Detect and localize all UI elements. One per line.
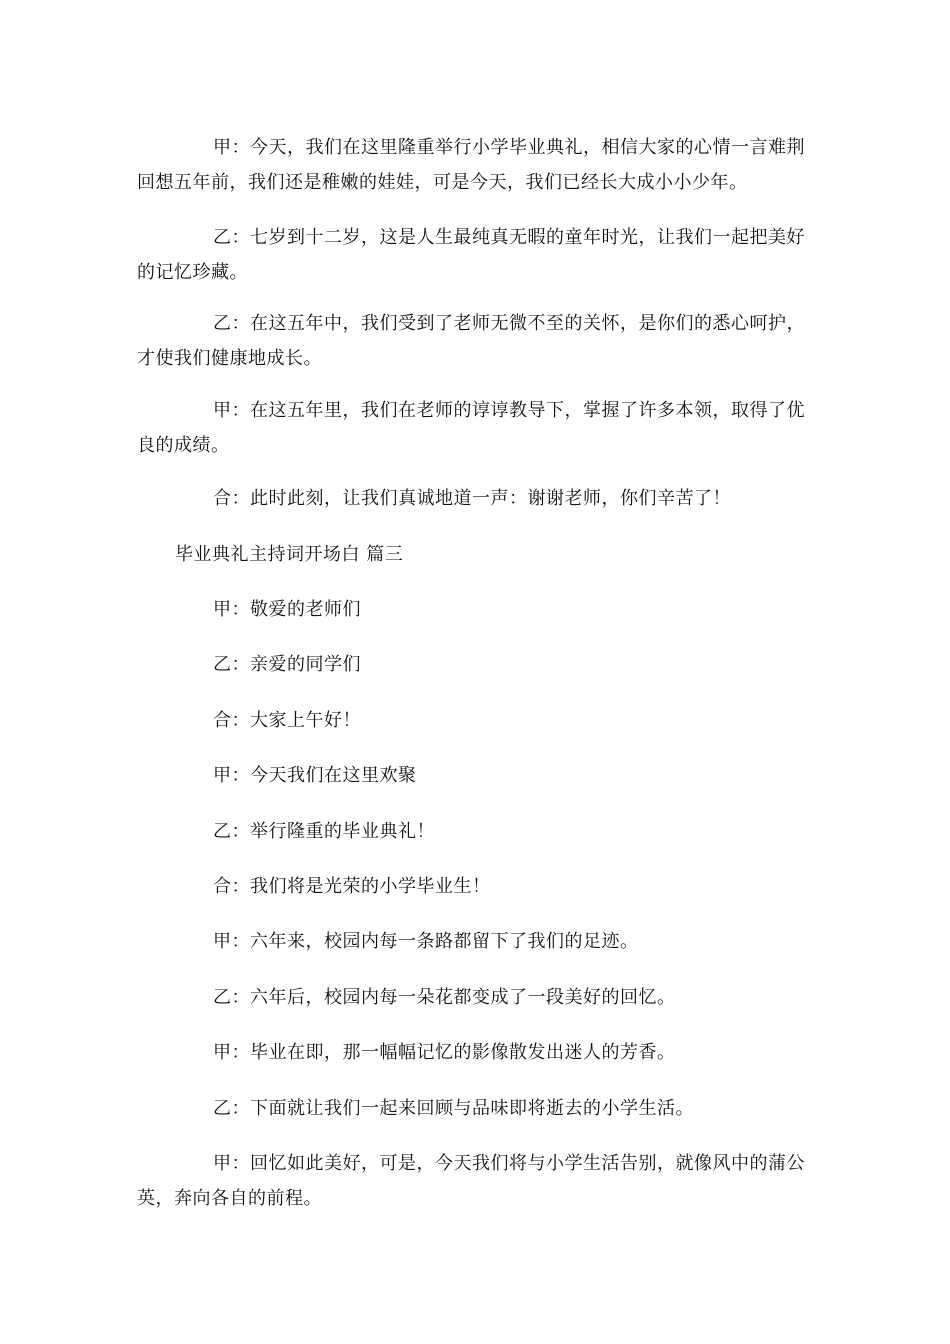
paragraph-6: 甲：敬爱的老师们 <box>213 599 361 620</box>
paragraph-16: 甲：回忆如此美好，可是，今天我们将与小学生活告别，就像风中的蒲公英，奔向各自的前程。 <box>137 1153 805 1209</box>
section-heading: 毕业典礼主持词开场白 篇三 <box>175 544 404 565</box>
paragraph-11: 合：我们将是光荣的小学毕业生！ <box>213 876 491 897</box>
paragraph-4: 甲：在这五年里，我们在老师的谆谆教导下，掌握了许多本领，取得了优良的成绩。 <box>137 400 805 456</box>
paragraph-5: 合：此时此刻，让我们真诚地道一声：谢谢老师，你们辛苦了！ <box>213 488 731 509</box>
paragraph-3: 乙：在这五年中，我们受到了老师无微不至的关怀，是你们的悉心呵护，才使我们健康地成长。 <box>137 313 805 369</box>
paragraph-1: 甲：今天，我们在这里隆重举行小学毕业典礼，相信大家的心情一言难荆回想五年前，我们还是稚嫩的娃娃，可是今天，我们已经长大成小小少年。 <box>137 137 805 193</box>
paragraph-9: 甲：今天我们在这里欢聚 <box>213 765 417 786</box>
paragraph-2: 乙：七岁到十二岁，这是人生最纯真无暇的童年时光，让我们一起把美好的记忆珍藏。 <box>137 227 805 283</box>
paragraph-10: 乙：举行隆重的毕业典礼！ <box>213 821 435 842</box>
paragraph-7: 乙：亲爱的同学们 <box>213 654 361 675</box>
paragraph-14: 甲：毕业在即，那一幅幅记忆的影像散发出迷人的芳香。 <box>213 1042 676 1063</box>
paragraph-15: 乙：下面就让我们一起来回顾与品味即将逝去的小学生活。 <box>213 1098 694 1119</box>
paragraph-12: 甲：六年来，校园内每一条路都留下了我们的足迹。 <box>213 931 639 952</box>
paragraph-8: 合：大家上午好！ <box>213 710 361 731</box>
paragraph-13: 乙：六年后，校园内每一朵花都变成了一段美好的回忆。 <box>213 987 676 1008</box>
